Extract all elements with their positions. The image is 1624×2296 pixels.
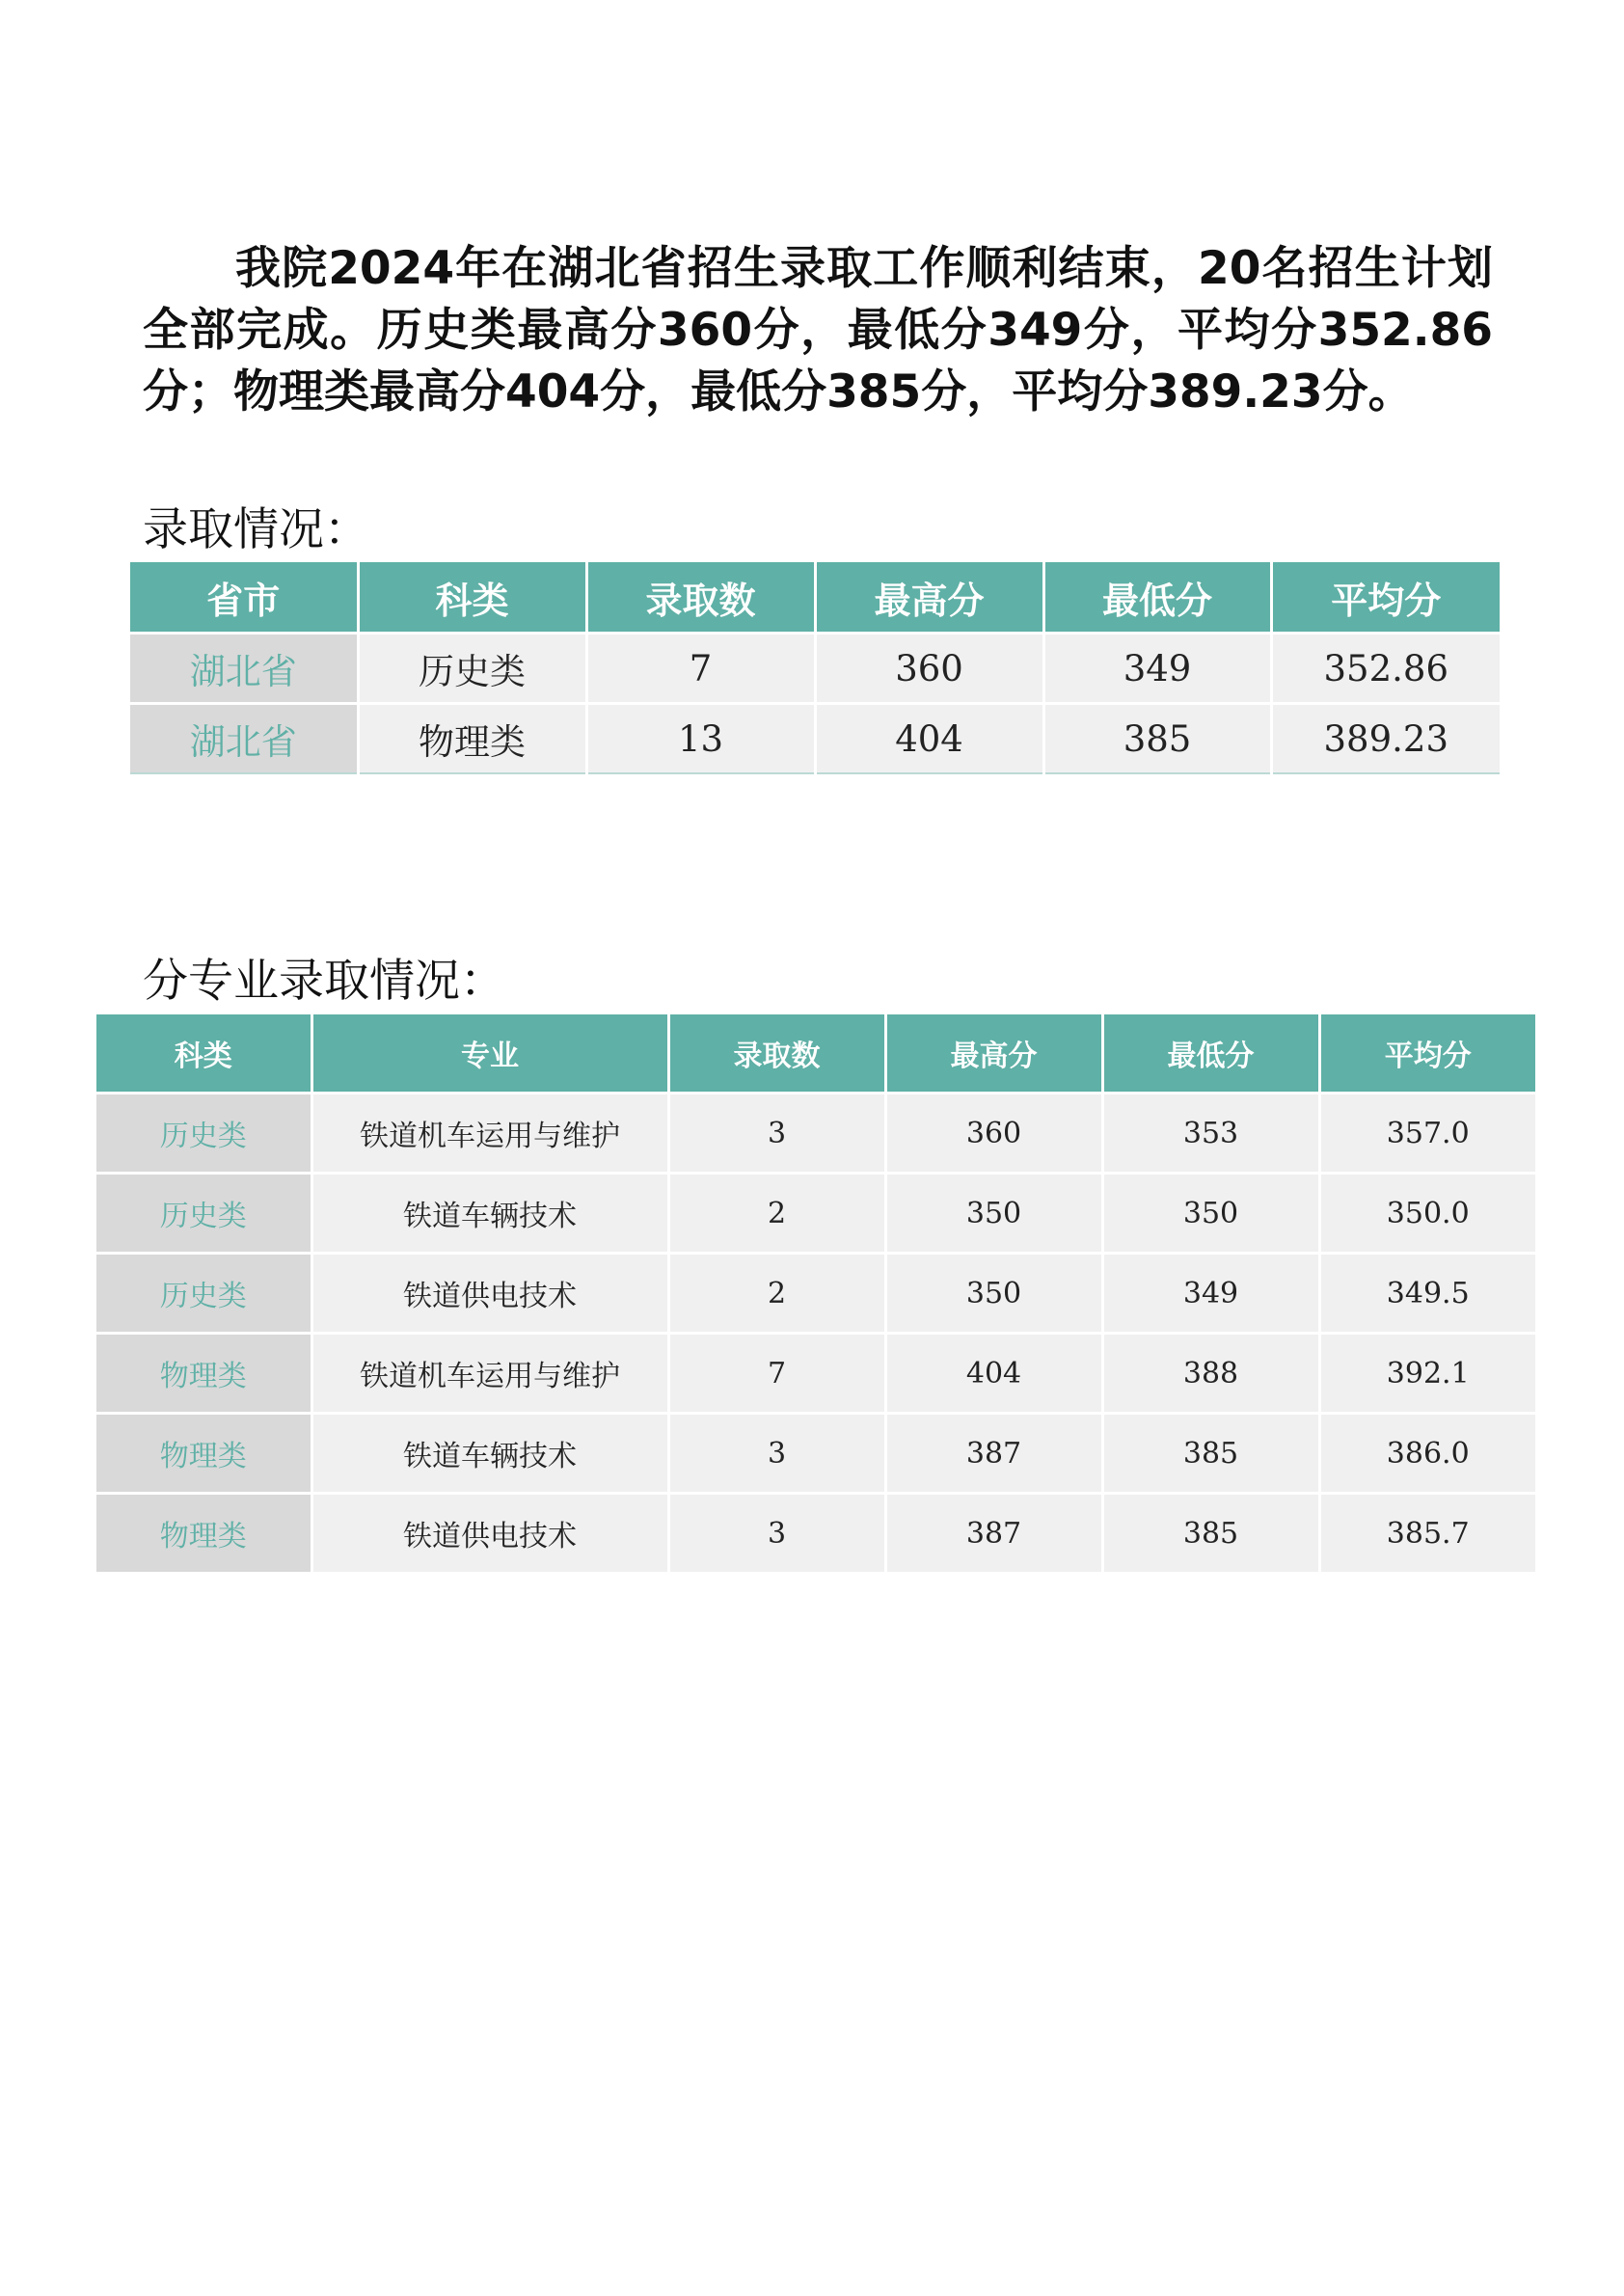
- cell-major: 铁道机车运用与维护: [311, 1334, 668, 1414]
- cell-avg-score: 392.1: [1319, 1334, 1535, 1414]
- table-row: [96, 1334, 1535, 1414]
- cell-province: 湖北省: [130, 704, 358, 774]
- cell-category: 物理类: [96, 1494, 311, 1573]
- table-row: [96, 1254, 1535, 1334]
- cell-min-score: 350: [1102, 1174, 1319, 1254]
- header-major: 专业: [311, 1014, 668, 1094]
- cell-admitted-count: 3: [668, 1094, 885, 1174]
- cell-admitted-count: 3: [668, 1494, 885, 1573]
- cell-category: 物理类: [96, 1414, 311, 1494]
- table-row: [96, 1174, 1535, 1254]
- header-admitted-count: 录取数: [586, 562, 815, 634]
- cell-min-score: 349: [1102, 1254, 1319, 1334]
- cell-avg-score: 349.5: [1319, 1254, 1535, 1334]
- header-max-score: 最高分: [815, 562, 1043, 634]
- cell-max-score: 404: [815, 704, 1043, 774]
- table-row: [96, 1414, 1535, 1494]
- cell-avg-score: 352.86: [1271, 634, 1500, 704]
- cell-category: 物理类: [358, 704, 586, 774]
- cell-min-score: 385: [1102, 1414, 1319, 1494]
- cell-min-score: 353: [1102, 1094, 1319, 1174]
- cell-major: 铁道机车运用与维护: [311, 1094, 668, 1174]
- admission-summary-title: 录取情况：: [143, 503, 369, 556]
- cell-admitted-count: 7: [668, 1334, 885, 1414]
- cell-max-score: 360: [815, 634, 1043, 704]
- table-row: [96, 1494, 1535, 1573]
- cell-avg-score: 385.7: [1319, 1494, 1535, 1573]
- header-admitted-count: 录取数: [668, 1014, 885, 1094]
- cell-province: 湖北省: [130, 634, 358, 704]
- cell-avg-score: 350.0: [1319, 1174, 1535, 1254]
- cell-avg-score: 357.0: [1319, 1094, 1535, 1174]
- cell-admitted-count: 2: [668, 1254, 885, 1334]
- cell-min-score: 385: [1102, 1494, 1319, 1573]
- table-row: [96, 1094, 1535, 1174]
- cell-max-score: 387: [885, 1414, 1102, 1494]
- cell-admitted-count: 2: [668, 1174, 885, 1254]
- table-header-row: [96, 1014, 1535, 1094]
- cell-major: 铁道供电技术: [311, 1254, 668, 1334]
- table-header-row: [130, 562, 1500, 634]
- cell-category: 历史类: [96, 1174, 311, 1254]
- cell-major: 铁道车辆技术: [311, 1174, 668, 1254]
- cell-major: 铁道车辆技术: [311, 1414, 668, 1494]
- cell-category: 历史类: [96, 1254, 311, 1334]
- cell-admitted-count: 3: [668, 1414, 885, 1494]
- cell-major: 铁道供电技术: [311, 1494, 668, 1573]
- cell-min-score: 349: [1043, 634, 1271, 704]
- major-admission-table: [96, 1014, 1535, 1572]
- header-min-score: 最低分: [1043, 562, 1271, 634]
- header-avg-score: 平均分: [1319, 1014, 1535, 1094]
- major-admission-title: 分专业录取情况：: [143, 955, 505, 1008]
- table-row: [130, 704, 1500, 774]
- header-category: 科类: [358, 562, 586, 634]
- header-min-score: 最低分: [1102, 1014, 1319, 1094]
- cell-max-score: 350: [885, 1174, 1102, 1254]
- cell-category: 历史类: [358, 634, 586, 704]
- cell-max-score: 360: [885, 1094, 1102, 1174]
- cell-avg-score: 389.23: [1271, 704, 1500, 774]
- admission-summary-table: [130, 562, 1500, 774]
- cell-avg-score: 386.0: [1319, 1414, 1535, 1494]
- table-row: [130, 634, 1500, 704]
- header-max-score: 最高分: [885, 1014, 1102, 1094]
- header-province: 省市: [130, 562, 358, 634]
- cell-max-score: 387: [885, 1494, 1102, 1573]
- cell-category: 物理类: [96, 1334, 311, 1414]
- cell-category: 历史类: [96, 1094, 311, 1174]
- cell-max-score: 404: [885, 1334, 1102, 1414]
- cell-admitted-count: 7: [586, 634, 815, 704]
- intro-paragraph: 我院2024年在湖北省招生录取工作顺利结束，20名招生计划全部完成。历史类最高分360分，最低分349分，平均分352.86分；物理类最高分404分，最低分385分，平均分389.23分。: [143, 242, 1493, 419]
- cell-admitted-count: 13: [586, 704, 815, 774]
- header-avg-score: 平均分: [1271, 562, 1500, 634]
- cell-min-score: 385: [1043, 704, 1271, 774]
- cell-max-score: 350: [885, 1254, 1102, 1334]
- header-category: 科类: [96, 1014, 311, 1094]
- cell-min-score: 388: [1102, 1334, 1319, 1414]
